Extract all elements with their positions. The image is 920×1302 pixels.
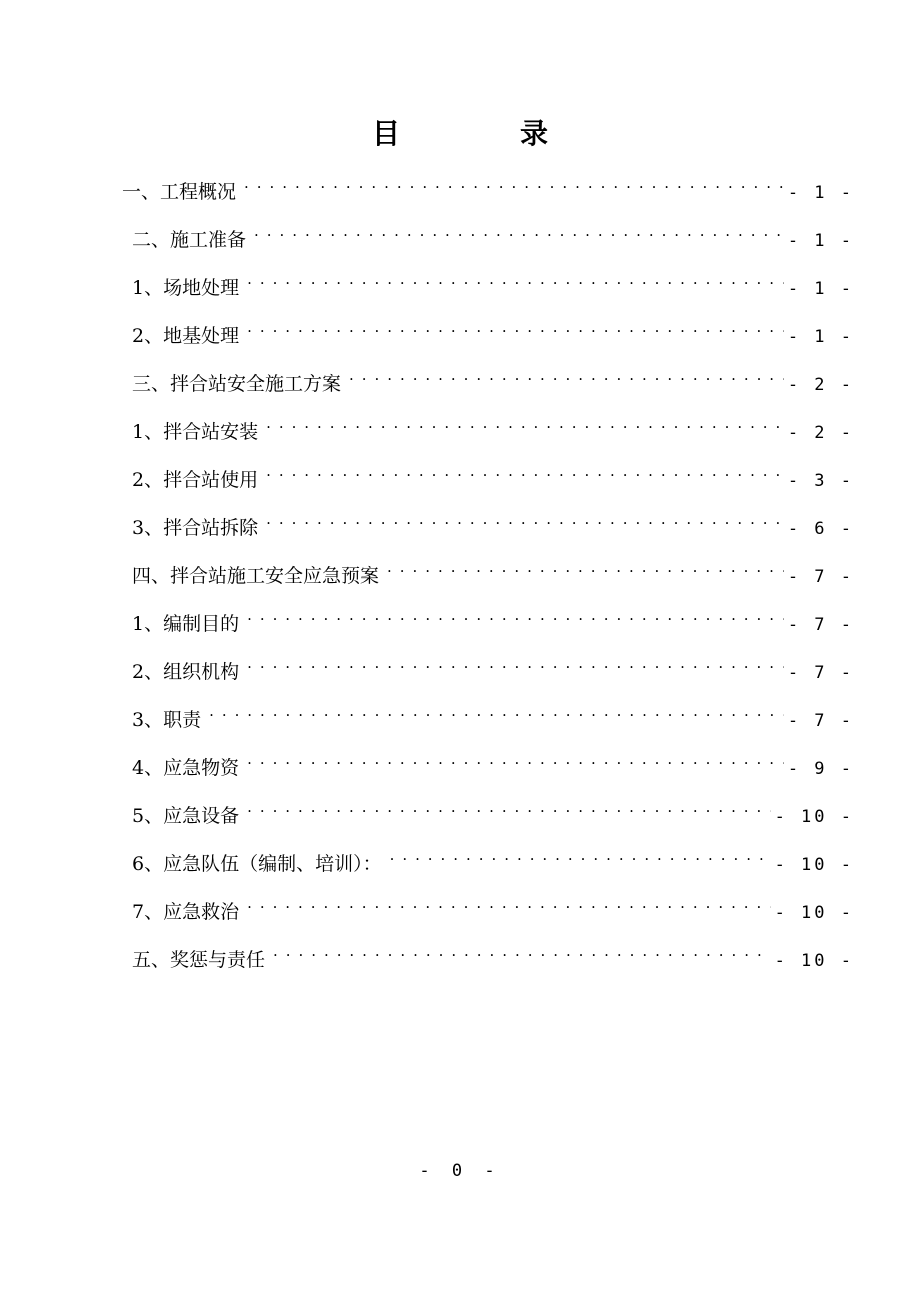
toc-entry-label: 1、拌合站安装	[132, 421, 259, 443]
toc-entry-page: - 10 -	[774, 855, 854, 875]
toc-dot-leader	[209, 696, 784, 726]
toc-entry[interactable]	[132, 456, 854, 491]
toc-entry[interactable]	[132, 696, 854, 731]
toc-entry[interactable]	[132, 888, 854, 923]
toc-dot-leader	[273, 936, 771, 966]
toc-entry-page: - 7 -	[787, 711, 854, 731]
toc-title: 目 录	[371, 117, 594, 150]
toc-dot-leader	[247, 600, 784, 630]
toc-entry-page: - 1 -	[787, 183, 854, 203]
toc-dot-leader	[247, 888, 770, 918]
toc-entry-label: 1、编制目的	[132, 613, 240, 635]
toc-entry-label: 二、施工准备	[132, 229, 247, 251]
toc-entry-page: - 2 -	[787, 375, 854, 395]
toc-entry[interactable]	[132, 648, 854, 683]
toc-entry-page: - 3 -	[787, 471, 854, 491]
toc-entry-page: - 9 -	[787, 759, 854, 779]
toc-entry-page: - 7 -	[787, 615, 854, 635]
toc-entry[interactable]	[132, 408, 854, 443]
toc-entry-label: 4、应急物资	[132, 757, 240, 779]
toc-entry-label: 2、组织机构	[132, 661, 240, 683]
toc-dot-leader	[244, 168, 784, 198]
toc-entry[interactable]	[132, 840, 854, 875]
toc-dot-leader	[387, 552, 784, 582]
toc-dot-leader	[266, 456, 784, 486]
toc-entry[interactable]	[122, 168, 854, 203]
toc-entry[interactable]	[132, 264, 854, 299]
toc-entry[interactable]	[132, 552, 854, 587]
toc-entry-page: - 7 -	[787, 663, 854, 683]
page-number: - 0 -	[419, 1161, 501, 1181]
toc-dot-leader	[247, 792, 770, 822]
toc-dot-leader	[247, 264, 784, 294]
toc-entry[interactable]	[132, 744, 854, 779]
toc-entry[interactable]	[132, 600, 854, 635]
toc-entry-label: 2、拌合站使用	[132, 469, 259, 491]
toc-entry-label: 2、地基处理	[132, 325, 240, 347]
toc-entry-page: - 6 -	[787, 519, 854, 539]
toc-entry-label: 7、应急救治	[132, 901, 240, 923]
toc-entry-page: - 7 -	[787, 567, 854, 587]
toc-dot-leader	[349, 360, 784, 390]
toc-entry-page: - 2 -	[787, 423, 854, 443]
toc-entry[interactable]	[132, 360, 854, 395]
toc-entry[interactable]	[132, 216, 854, 251]
toc-dot-leader	[254, 216, 784, 246]
toc-dot-leader	[247, 648, 784, 678]
toc-entry[interactable]	[132, 792, 854, 827]
toc-entry-label: 三、拌合站安全施工方案	[132, 373, 342, 395]
toc-entry-page: - 1 -	[787, 327, 854, 347]
toc-dot-leader	[266, 408, 784, 438]
toc-entry-label: 五、奖惩与责任	[132, 949, 266, 971]
toc-entry-page: - 10 -	[774, 951, 854, 971]
toc-entry[interactable]	[132, 936, 854, 971]
toc-dot-leader	[247, 312, 784, 342]
toc-entry-label: 1、场地处理	[132, 277, 240, 299]
toc-entry-page: - 1 -	[787, 279, 854, 299]
toc-dot-leader	[266, 504, 784, 534]
toc-dot-leader	[247, 744, 784, 774]
toc-entry-label: 一、工程概况	[122, 181, 237, 203]
toc-entry[interactable]	[132, 312, 854, 347]
toc-entry-label: 3、拌合站拆除	[132, 517, 259, 539]
toc-entry-label: 3、职责	[132, 709, 202, 731]
toc-entry-page: - 10 -	[774, 903, 854, 923]
toc-entry-page: - 10 -	[774, 807, 854, 827]
toc-dot-leader	[390, 840, 771, 870]
toc-entry-label: 四、拌合站施工安全应急预案	[132, 565, 380, 587]
toc-entry-label: 6、应急队伍（编制、培训）：	[132, 853, 382, 875]
toc-entry[interactable]	[132, 504, 854, 539]
toc-entry-page: - 1 -	[787, 231, 854, 251]
toc-entry-label: 5、应急设备	[132, 805, 240, 827]
